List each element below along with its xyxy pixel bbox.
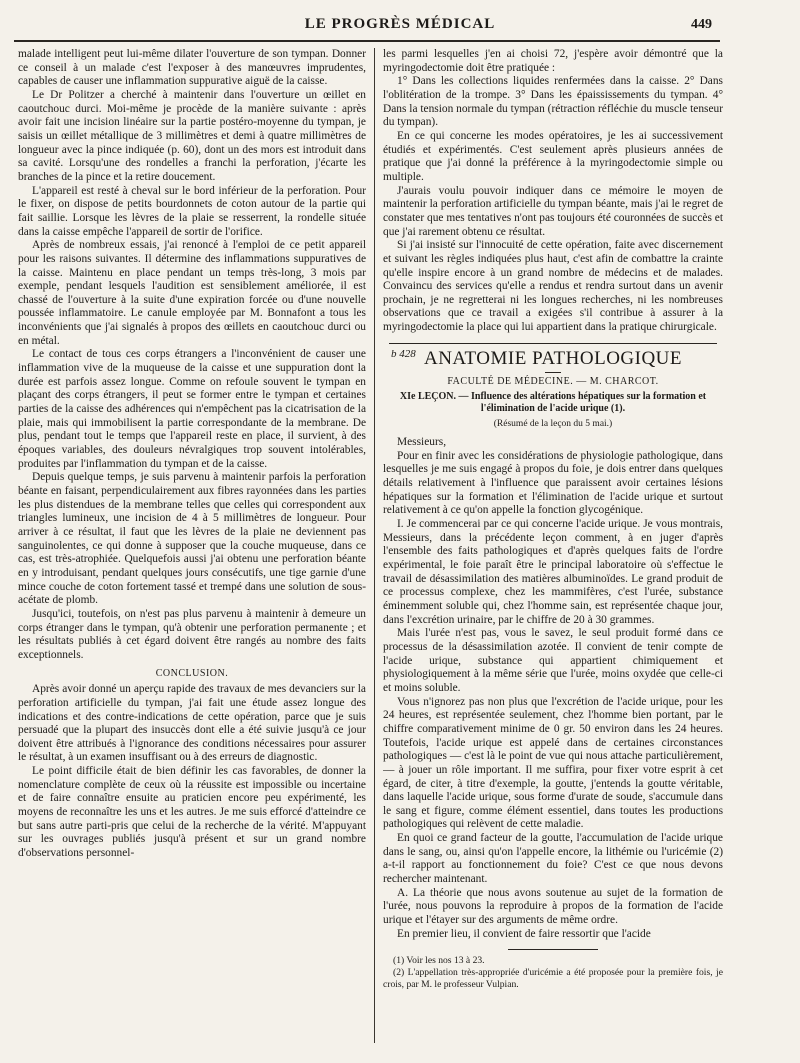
paragraph: 1° Dans les collections liquides renfermées dans la caisse. 2° Dans l'oblitération de la trompe. 3° Dans les épaississements du tympan. 4° Dans la tension normale du tympan (rétraction réfléchie du muscle tenseur du tympan). — [383, 75, 723, 129]
paragraph: En ce qui concerne les modes opératoires, je les ai successivement étudiés et expérimentés. C'est seulement après plusieurs années de pratique que j'ai donné la préférence à la myringodectomie simple ou multiple. — [383, 129, 723, 183]
paragraph: Le contact de tous ces corps étrangers a l'inconvénient de causer une inflammation vive de la muqueuse de la caisse et une suppuration dont la durée est parfois assez longue. Comme on refoule souvent le tympan en plaçant des corps étrangers, il peut se former entre le tympan et certaines parties de la caisse des adhérences qui n'empêchent pas la cicatrisation de la plaie, mais qui immobilisent la partie correspondante de la membrane. De plus, pendant tout le temps que l'appareil reste en place, il survient, à des époques variables, des douleurs névralgiques trop souvent intolérables, produites par l'inflammation du tympan et de la caisse. — [18, 348, 366, 470]
paragraph: Après de nombreux essais, j'ai renoncé à l'emploi de ce petit appareil pour les raisons suivantes. Il détermine des inflammations suppuratives de la caisse. Maintenu en place pendant un temps très-long, 3 mois par exemple, pendant lesquels l'audition est sensiblement améliorée, il est chassé de l'ouverture à la suite d'une expiration forcée ou d'une nouvelle poussée inflammatoire. Le canule employée par M. Bonnafont a tous les inconvénients que j'ai signalés à propos des œillets en caoutchouc durci ou en métal. — [18, 239, 366, 347]
page-header — [0, 0, 800, 44]
running-title: LE PROGRÈS MÉDICAL — [304, 16, 496, 32]
footnote: (2) L'appellation très-appropriée d'uricémie a été proposée pour la première fois, je crois, par M. le professeur Vulpian. — [383, 967, 723, 991]
title-underline — [545, 372, 561, 373]
footnote: (1) Voir les nos 13 à 23. — [393, 955, 485, 967]
paragraph: Si j'ai insisté sur l'innocuité de cette opération, faite avec discernement et suivant les règles indiquées plus haut, c'est afin de combattre la crainte qu'elle inspire encore à un grand nombre de médecins et de malades. Convaincu des services qu'elle a rendus et rendra surtout dans un avenir prochain, je ne regretterai ni les longues recherches, ni les nombreuses observations que ce travail a exigées s'il contribue à assurer à la myringodectomie la place qui lui appartient dans la pratique chirurgicale. — [383, 239, 723, 334]
paragraph: En quoi ce grand facteur de la goutte, l'accumulation de l'acide urique dans le sang, ou, ainsi qu'on l'appelle encore, la lithémie ou l'uricémie (2) a-t-il rapport au fonctionnement du foie? C'est ce que nous devons rechercher maintenant. — [383, 832, 723, 886]
left-column — [18, 48, 366, 1045]
paragraph: les parmi lesquelles j'en ai choisi 72, j'espère avoir démontré que la myringodectomie doit être pratiquée : — [383, 48, 723, 74]
paragraph: Le Dr Politzer a cherché à maintenir dans l'ouverture un œillet en caoutchouc durci. Moi-même je procède de la manière suivante : après avoir fait une incision linéaire sur la partie postéro-moyenne du tympan, je saisis un œillet métallique de 3 millimètres et demi à quatre millimètres de longueur avec la pince indiquée (p. 60), dont un des mors est introduit dans sa cavité. Lorsqu'une des rondelles a franchi la perforation, j'écarte les branches de la pince et la retire doucement. — [18, 88, 366, 183]
paragraph: Mais l'urée n'est pas, vous le savez, le seul produit formé dans ce processus de la désassimilation azotée. Il convient de tenir compte de l'acide urique, substance qui appartient chimiquement et physiologiquement à la même série que l'urée, moins oxydée que celle-ci et moins soluble. — [383, 627, 723, 694]
lecture-title: XIe LEÇON. — Influence des altérations hépatiques sur la formation et l'élimination de l'acide urique (1). — [399, 391, 707, 415]
paragraph: J'aurais voulu pouvoir indiquer dans ce mémoire le moyen de maintenir la perforation artificielle du tympan béante, mais j'ai le regret de constater que mes tentatives n'ont pas toujours été couronnées de succès et que j'ai rarement obtenu ce résultat. — [383, 184, 723, 238]
paragraph: malade intelligent peut lui-même dilater l'ouverture de son tympan. Donner ce conseil à un malade c'est l'exposer à des manœuvres imprudentes, capables de causer une inflammation suppurative aiguë de la caisse. — [18, 48, 366, 88]
column-divider — [374, 48, 375, 1043]
salutation: Messieurs, — [397, 436, 447, 449]
header-rule — [14, 40, 720, 42]
paragraph: En premier lieu, il convient de faire ressortir que l'acide — [397, 927, 651, 940]
section-heading-block — [383, 343, 723, 432]
section-title: ANATOMIE PATHOLOGIQUE — [423, 347, 683, 369]
faculty-line: FACULTÉ DE MÉDECINE. — M. CHARCOT. — [447, 375, 659, 387]
section-rule — [389, 343, 717, 344]
lecture-summary: (Résumé de la leçon du 5 mai.) — [493, 419, 613, 430]
paragraph: Le point difficile était de bien définir les cas favorables, de donner la nomenclature complète de ceux où la réussite est impossible ou incertaine et de faire connaître ensuite au praticien encore peu expérimenté, les moyens de reconnaître les uns et les autres. Je me suis efforcé d'atteindre ce but sans autre parti-pris que celui de la recherche de la vérité. M'appuyant sur les ouvrages publiés jusqu'à présent et sur un grand nombre d'observations personnel- — [18, 765, 366, 860]
paragraph: I. Je commencerai par ce qui concerne l'acide urique. Je vous montrais, Messieurs, dans la précédente leçon comment, à en juger d'après l'ensemble des faits pathologiques et d'après quelques faits de l'ordre expérimental, le foie paraît être le principal laboratoire où s'effectue le travail de désassimilation des matières albuminoïdes. Le grand produit de ce processus complexe, chez les mammifères, c'est l'urée, substance éminemment soluble qui, chez l'homme sain, est représentée chaque jour, dans l'excrétion urinaire, par le chiffre de 20 à 30 grammes. — [383, 518, 723, 626]
footnote-rule — [508, 949, 598, 950]
paragraph: Depuis quelque temps, je suis parvenu à maintenir parfois la perforation béante en faisant, perpendiculairement aux fibres rayonnées dans les parties les plus distendues de la membrane telles que celles qui correspondent aux triangles lumineux, une incision de 4 à 5 millimètres de longueur. Pour arriver à ce résultat, il faut que les lèvres de la plaie ne deviennent pas sanguinolentes, ce qui donne à supposer que la couche muqueuse, dans ce cas, est très-atrophiée. Quelquefois aussi j'ai obtenu une perforation béante en y introduisant, pendant quelques jours consécutifs, une tige garnie d'une mince couche de coton fortement tassé et trempé dans une solution de sous-acétate de plomb. — [18, 471, 366, 607]
page-number: 449 — [691, 17, 712, 32]
paragraph: A. La théorie que nous avons soutenue au sujet de la formation de l'urée, nous pouvons la reproduire à propos de la formation de l'acide urique et l'étayer sur des arguments de même ordre. — [383, 886, 723, 927]
right-column — [383, 48, 723, 1045]
paragraph: Vous n'ignorez pas non plus que l'excrétion de l'acide urique, pour les 24 heures, est représentée seulement, chez l'homme bien portant, par le chiffre comparativement minime de 0 gr. 50 environ dans les 24 heures. Toutefois, l'acide urique est appelé dans de certaines circonstances pathologiques — c'est là le point de vue qui nous attache particulièrement, — à jouer un rôle important. Il me suffira, pour fixer votre esprit à cet égard, de citer, à titre d'exemple, la goutte, j'entends la goutte véritable, dans laquelle l'acide urique, sous forme d'urate de soude, s'accumule dans le sang et figure, comme élément essentiel, dans toutes les productions pathologiques qui relèvent de cette maladie. — [383, 695, 723, 831]
conclusion-heading: CONCLUSION. — [155, 667, 229, 679]
paragraph: L'appareil est resté à cheval sur le bord inférieur de la perforation. Pour le fixer, on dispose de petits bourdonnets de coton autour de la partie qui fait saillie. Lorsque les lèvres de la plaie se resserrent, la rondelle située dans la caisse empêche l'appareil de sortir de l'orifice. — [18, 184, 366, 238]
paragraph: Après avoir donné un aperçu rapide des travaux de mes devanciers sur la perforation artificielle du tympan, j'ai fait une étude assez longue des indications et des contre-indications de cette opération, parce que je suis persuadé que la plupart des insuccès dont elle a été suivie jusqu'à ce jour doivent être attribués à l'ignorance des conditions nécessaires pour assurer le résultat, à un examen insuffisant ou à des erreurs de diagnostic. — [18, 683, 366, 764]
paragraph: Jusqu'ici, toutefois, on n'est pas plus parvenu à maintenir à demeure un corps étranger dans le tympan, qu'à obtenir une perforation permanente ; et les résultats publiés à cet égard doivent être rangés au nombre des faits exceptionnels. — [18, 607, 366, 661]
handwritten-margin-note: b 428 — [391, 348, 416, 360]
paragraph: Pour en finir avec les considérations de physiologie pathologique, dans lesquelles je me suis engagé à propos du foie, je dois entrer dans quelques détails relativement à l'influence que paraissent avoir certaines lésions hépatiques sur la formation et l'élimination de l'acide urique et surtout relativement à ce qu'on appelle la fonction glycogénique. — [383, 449, 723, 517]
